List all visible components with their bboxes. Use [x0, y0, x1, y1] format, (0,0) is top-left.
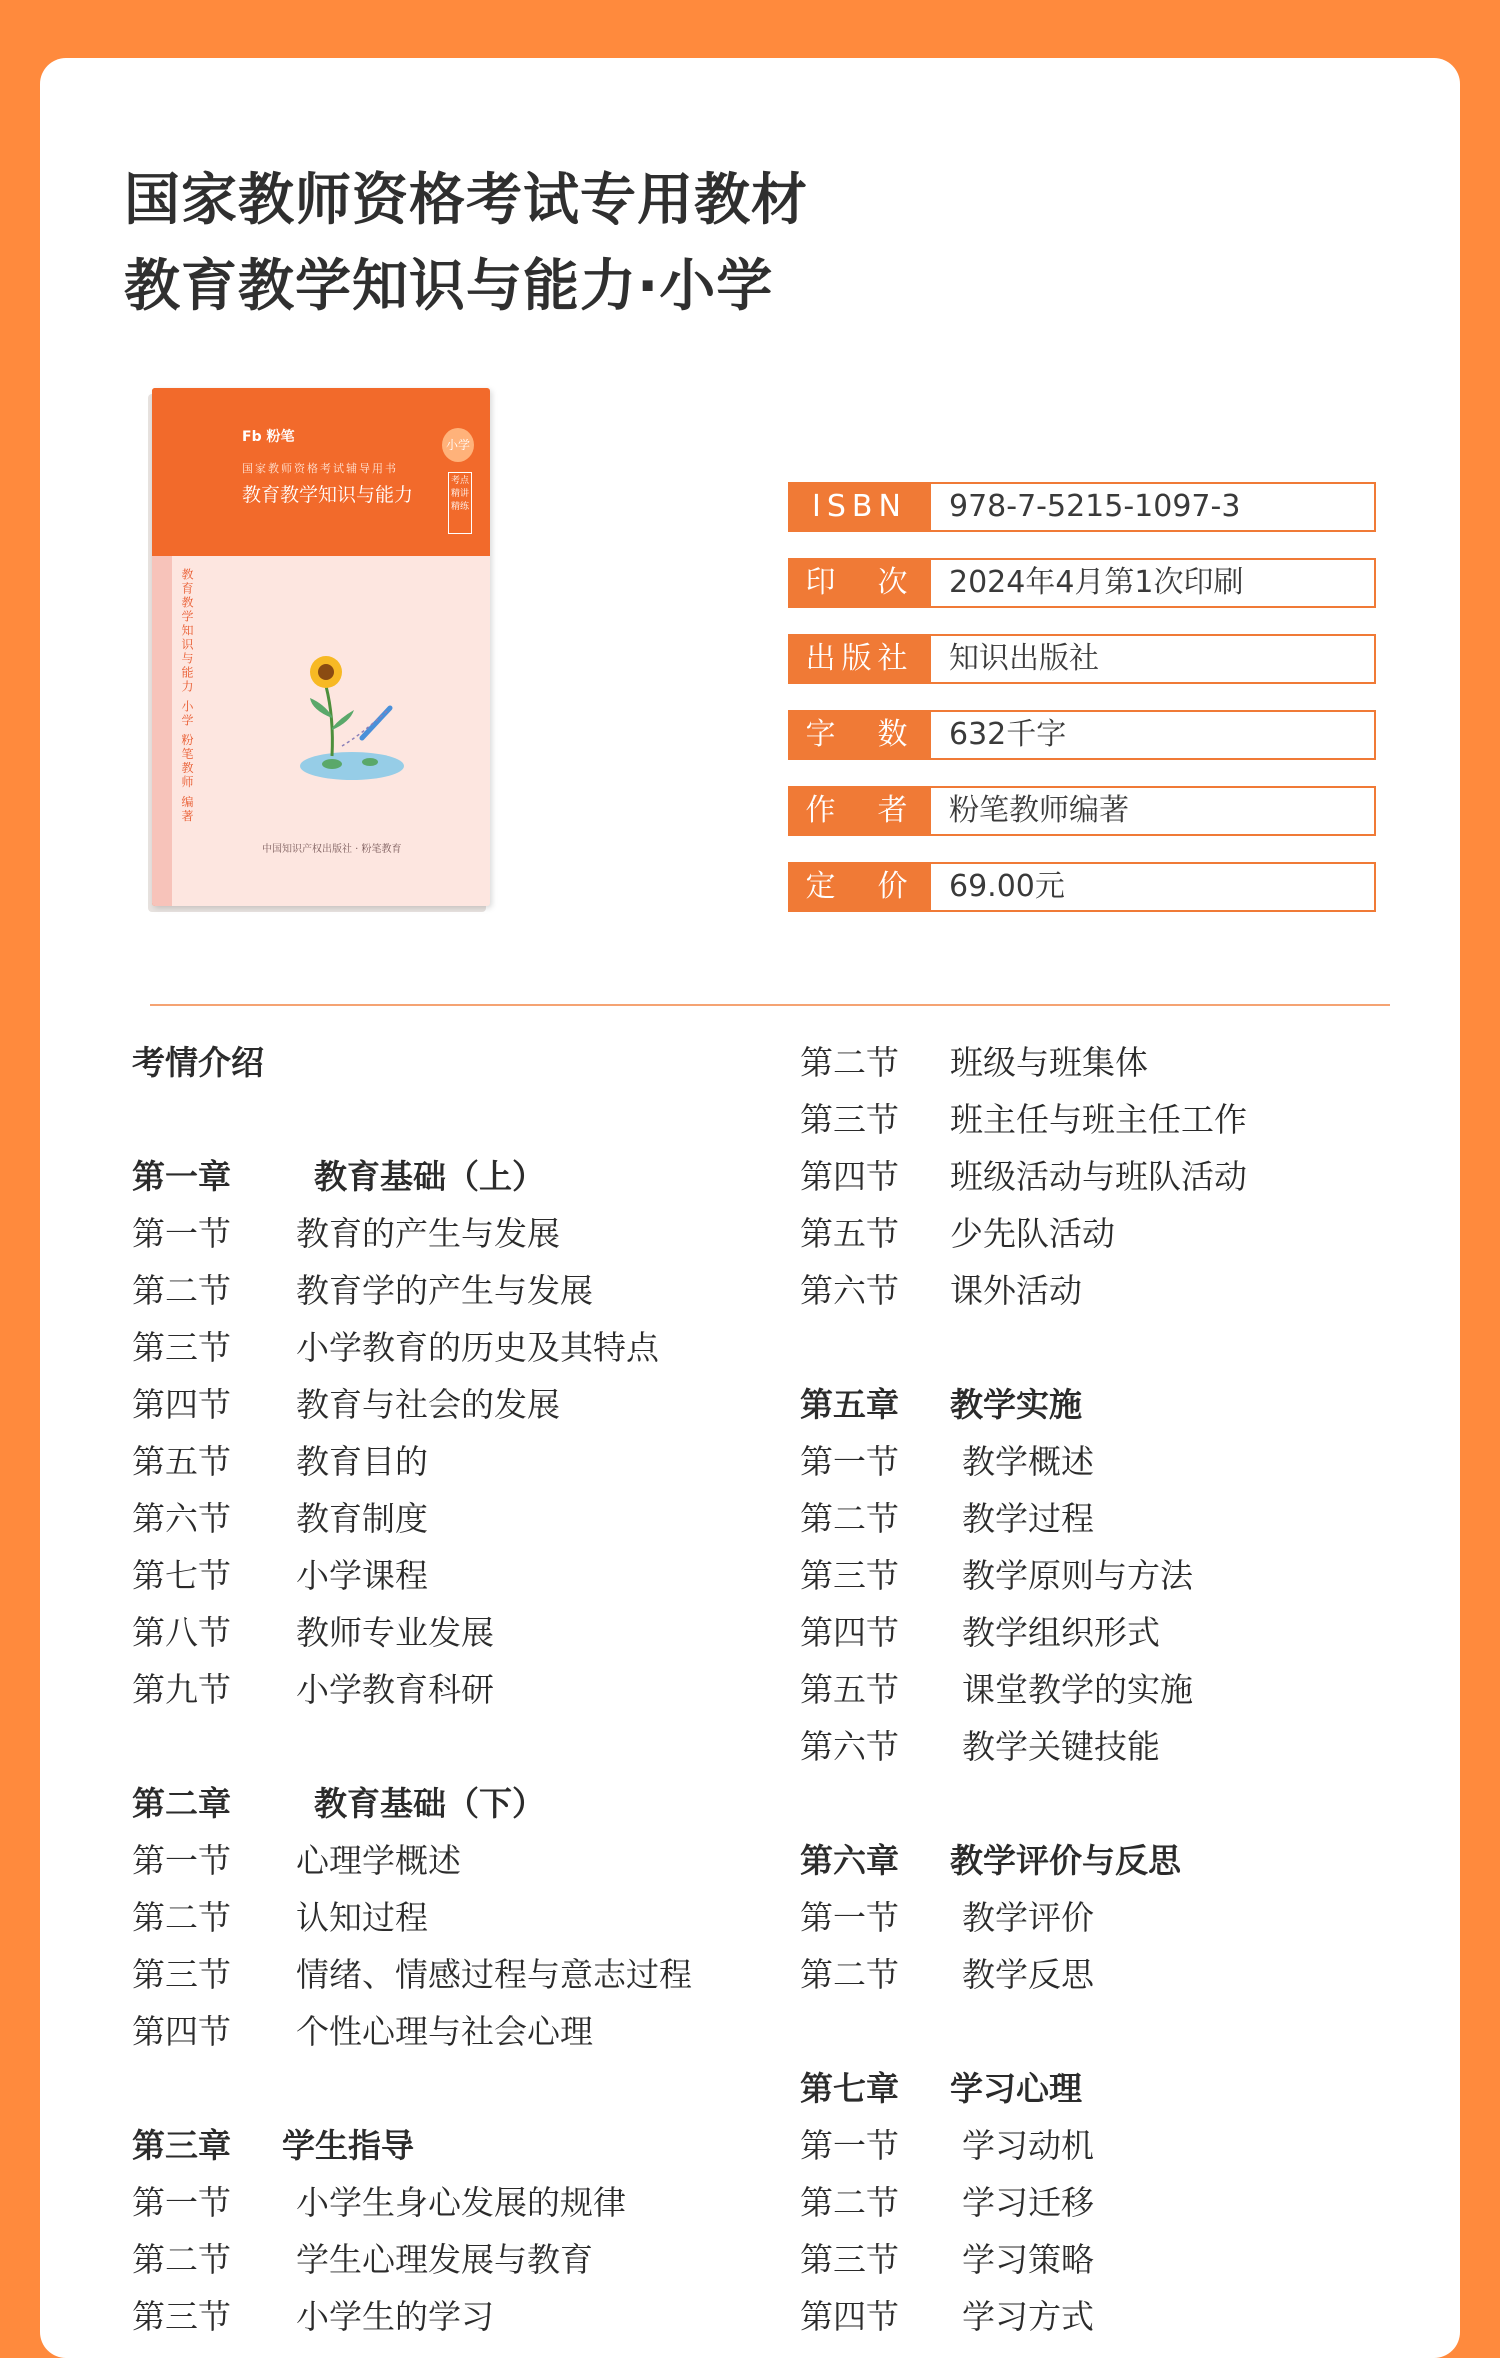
section-number: 第五节: [800, 1670, 899, 1709]
toc-section: [800, 1547, 1420, 1604]
chapter-title: 教学评价与反思: [950, 1841, 1181, 1880]
section-number: 第五节: [800, 1214, 899, 1253]
book-cover-image: [152, 388, 490, 906]
toc-chapter: [132, 1775, 792, 1832]
toc-section: [132, 1376, 792, 1433]
section-number: 第四节: [800, 1157, 899, 1196]
section-number: 第二节: [800, 1955, 899, 1994]
toc-section: [132, 1604, 792, 1661]
info-label: ISBN: [788, 482, 931, 532]
toc-section: [132, 1433, 792, 1490]
section-title: 教学原则与方法: [962, 1556, 1193, 1595]
toc-section: [800, 1604, 1420, 1661]
section-title: 教学组织形式: [962, 1613, 1160, 1652]
toc-section: [132, 1490, 792, 1547]
section-number: 第一节: [800, 2126, 899, 2165]
chapter-title: 学习心理: [950, 2069, 1082, 2108]
cover-title: 教育教学知识与能力: [242, 484, 414, 506]
info-value: 2024年4月第1次印刷: [931, 558, 1376, 608]
chapter-title: 学生指导: [282, 2126, 414, 2165]
brand-logo: Fb 粉笔: [242, 429, 295, 445]
chapter-number: 第三章: [132, 2126, 231, 2165]
section-title: 教学评价: [962, 1898, 1094, 1937]
section-number: 第七节: [132, 1556, 231, 1595]
toc-section: [132, 1319, 792, 1376]
toc-section: [132, 2231, 792, 2288]
section-title: 教育制度: [296, 1499, 428, 1538]
toc-chapter: [800, 2060, 1420, 2117]
section-title: 教学反思: [962, 1955, 1094, 1994]
section-number: 第四节: [800, 2297, 899, 2336]
spine-text: 教育教学知识与能力 小学 粉笔教师 编著: [180, 568, 194, 824]
toc-section: [800, 1262, 1420, 1319]
section-number: 第三节: [800, 2240, 899, 2279]
info-value: 知识出版社: [931, 634, 1376, 684]
section-number: 第一节: [132, 1841, 231, 1880]
section-number: 第四节: [132, 2012, 231, 2051]
section-title: 少先队活动: [950, 1214, 1115, 1253]
section-number: 第二节: [800, 2183, 899, 2222]
toc-left-column: [132, 1034, 792, 2345]
section-title: 情绪、情感过程与意志过程: [296, 1955, 692, 1994]
toc-section: [800, 2117, 1420, 2174]
info-label: 定 价: [788, 862, 931, 912]
toc-section: [800, 1889, 1420, 1946]
section-number: 第六节: [800, 1271, 899, 1310]
toc-section: [800, 1946, 1420, 2003]
toc-section: [800, 2288, 1420, 2345]
section-number: 第二节: [800, 1499, 899, 1538]
chapter-title: 教学实施: [950, 1385, 1082, 1424]
section-title: 教育学的产生与发展: [296, 1271, 593, 1310]
chapter-title: 教育基础（上）: [314, 1157, 545, 1196]
section-number: 第三节: [800, 1100, 899, 1139]
section-title: 教学概述: [962, 1442, 1094, 1481]
section-title: 学习策略: [962, 2240, 1094, 2279]
section-title: 小学教育的历史及其特点: [296, 1328, 659, 1367]
book-cover: [152, 388, 490, 906]
title-line-1: 国家教师资格考试专用教材: [124, 168, 808, 233]
toc-section: [800, 1490, 1420, 1547]
level-badge: 小学: [442, 428, 474, 462]
section-title: 学生心理发展与教育: [296, 2240, 593, 2279]
section-number: 第八节: [132, 1613, 231, 1652]
toc-section: [800, 1433, 1420, 1490]
section-number: 第二节: [132, 2240, 231, 2279]
section-number: 第六节: [800, 1727, 899, 1766]
section-number: 第一节: [800, 1898, 899, 1937]
toc-section: [800, 1205, 1420, 1262]
toc-section: [132, 1832, 792, 1889]
toc-chapter: [132, 1148, 792, 1205]
cover-spine-lower: [152, 556, 172, 906]
section-number: 第二节: [132, 1271, 231, 1310]
section-title: 班级活动与班队活动: [950, 1157, 1247, 1196]
chapter-title: 教育基础（下）: [314, 1784, 545, 1823]
info-label: 出版社: [788, 634, 931, 684]
info-value: 978-7-5215-1097-3: [931, 482, 1376, 532]
section-title: 教育的产生与发展: [296, 1214, 560, 1253]
toc-section: [132, 2288, 792, 2345]
chapter-number: 第七章: [800, 2069, 899, 2108]
chapter-number: 第一章: [132, 1157, 231, 1196]
section-title: 心理学概述: [296, 1841, 461, 1880]
toc-section: [800, 1718, 1420, 1775]
toc-section: [132, 1262, 792, 1319]
info-value: 632千字: [931, 710, 1376, 760]
divider: [150, 1004, 1390, 1006]
section-title: 班级与班集体: [950, 1043, 1148, 1082]
toc-section: [800, 1034, 1420, 1091]
book-info-table: [788, 482, 1360, 938]
section-title: 小学生的学习: [296, 2297, 494, 2336]
toc-section: [132, 2003, 792, 2060]
section-title: 课堂教学的实施: [962, 1670, 1193, 1709]
section-title: 小学课程: [296, 1556, 428, 1595]
chapter-number: 第二章: [132, 1784, 231, 1823]
cover-series: 国家教师资格考试辅导用书: [242, 462, 398, 475]
section-title: 班主任与班主任工作: [950, 1100, 1247, 1139]
info-row-isbn: [788, 482, 1360, 532]
section-title: 学习动机: [962, 2126, 1094, 2165]
toc-section: [132, 1946, 792, 2003]
section-number: 第五节: [132, 1442, 231, 1481]
section-title: 教学过程: [962, 1499, 1094, 1538]
section-title: 学习方式: [962, 2297, 1094, 2336]
title-line-2: 教育教学知识与能力·小学: [124, 254, 774, 319]
section-title: 认知过程: [296, 1898, 428, 1937]
section-title: 小学生身心发展的规律: [296, 2183, 626, 2222]
toc-section: [800, 2174, 1420, 2231]
section-title: 教育目的: [296, 1442, 428, 1481]
toc-chapter: [800, 1376, 1420, 1433]
sunflower-illustration: [292, 638, 412, 788]
section-title: 小学教育科研: [296, 1670, 494, 1709]
side-tag: 考点 精讲 精练: [448, 472, 472, 534]
section-number: 第三节: [800, 1556, 899, 1595]
page-title: [124, 158, 808, 330]
section-number: 第四节: [132, 1385, 231, 1424]
publisher-logos: 中国知识产权出版社 · 粉笔教育: [262, 844, 402, 855]
toc-section: [800, 1091, 1420, 1148]
info-label: 字 数: [788, 710, 931, 760]
toc-section: [132, 1889, 792, 1946]
info-row-wordcount: [788, 710, 1360, 760]
toc-section: [132, 1661, 792, 1718]
info-value: 69.00元: [931, 862, 1376, 912]
toc-section: [800, 1148, 1420, 1205]
chapter-number: 第六章: [800, 1841, 899, 1880]
section-number: 第一节: [132, 1214, 231, 1253]
section-number: 第三节: [132, 1328, 231, 1367]
section-number: 第一节: [132, 2183, 231, 2222]
section-number: 第二节: [132, 1898, 231, 1937]
toc-right-column: [800, 1034, 1420, 2345]
section-title: 个性心理与社会心理: [296, 2012, 593, 2051]
info-row-author: [788, 786, 1360, 836]
section-number: 第九节: [132, 1670, 231, 1709]
info-row-price: [788, 862, 1360, 912]
section-number: 第三节: [132, 2297, 231, 2336]
section-title: 学习迁移: [962, 2183, 1094, 2222]
toc-chapter: [132, 2117, 792, 2174]
info-row-publisher: [788, 634, 1360, 684]
section-number: 第二节: [800, 1043, 899, 1082]
info-row-printing: [788, 558, 1360, 608]
section-number: 第三节: [132, 1955, 231, 1994]
section-number: 第四节: [800, 1613, 899, 1652]
section-title: 教师专业发展: [296, 1613, 494, 1652]
section-number: 第一节: [800, 1442, 899, 1481]
section-title: 教育与社会的发展: [296, 1385, 560, 1424]
toc-section: [800, 1661, 1420, 1718]
section-title: 课外活动: [950, 1271, 1082, 1310]
toc-chapter: [800, 1832, 1420, 1889]
toc-section: [132, 2174, 792, 2231]
info-label: 印 次: [788, 558, 931, 608]
chapter-number: 第五章: [800, 1385, 899, 1424]
content-card: [40, 58, 1460, 2358]
toc-section: [132, 1547, 792, 1604]
info-value: 粉笔教师编著: [931, 786, 1376, 836]
toc-section: [800, 2231, 1420, 2288]
toc-intro: 考情介绍: [132, 1043, 264, 1082]
toc-section: [132, 1205, 792, 1262]
info-label: 作 者: [788, 786, 931, 836]
section-title: 教学关键技能: [962, 1727, 1160, 1766]
section-number: 第六节: [132, 1499, 231, 1538]
